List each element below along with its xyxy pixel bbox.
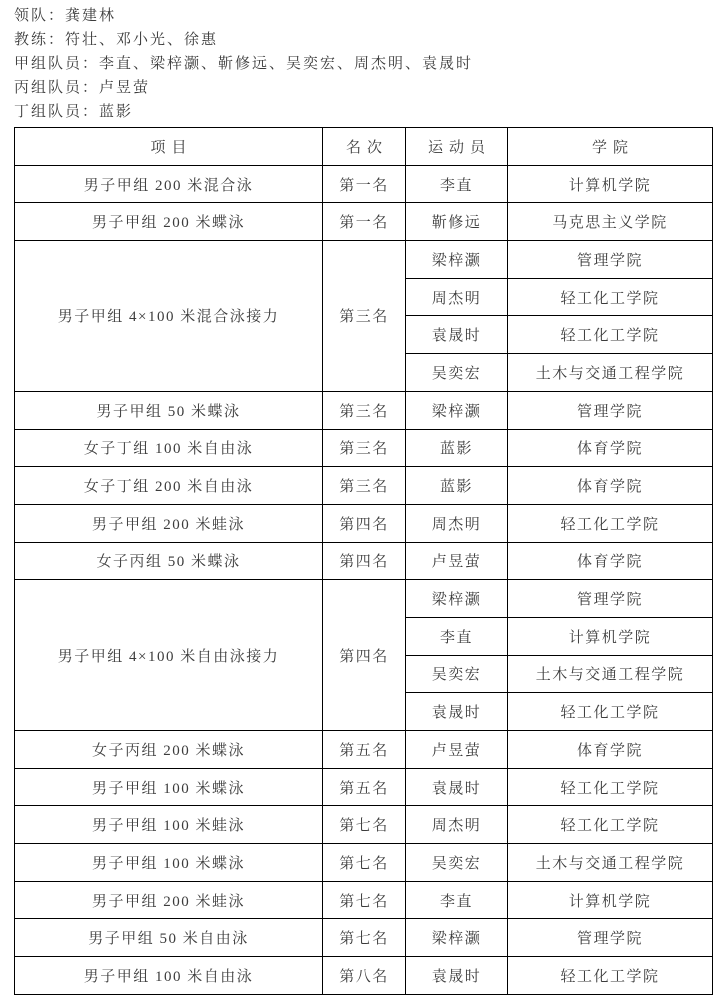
college-cell: 体育学院 xyxy=(508,542,713,580)
college-cell: 土木与交通工程学院 xyxy=(508,844,713,882)
athlete-cell: 李直 xyxy=(406,617,508,655)
rank-cell: 第八名 xyxy=(323,957,406,995)
athlete-cell: 李直 xyxy=(406,881,508,919)
rank-cell: 第五名 xyxy=(323,731,406,769)
college-cell: 轻工化工学院 xyxy=(508,768,713,806)
column-header-rank: 名次 xyxy=(323,128,406,166)
athlete-cell: 梁梓灏 xyxy=(406,391,508,429)
athlete-cell: 李直 xyxy=(406,165,508,203)
rank-cell: 第七名 xyxy=(323,844,406,882)
table-row xyxy=(15,467,713,505)
college-cell: 轻工化工学院 xyxy=(508,504,713,542)
college-cell: 管理学院 xyxy=(508,391,713,429)
event-cell: 男子甲组 200 米蛙泳 xyxy=(15,504,323,542)
rank-cell: 第一名 xyxy=(323,165,406,203)
athlete-cell: 蓝影 xyxy=(406,467,508,505)
event-cell: 男子甲组 4×100 米混合泳接力 xyxy=(15,241,323,392)
table-row xyxy=(15,881,713,919)
athlete-cell: 袁晟时 xyxy=(406,316,508,354)
athlete-cell: 蓝影 xyxy=(406,429,508,467)
college-cell: 体育学院 xyxy=(508,731,713,769)
column-header-event: 项目 xyxy=(15,128,323,166)
table-row xyxy=(15,504,713,542)
college-cell: 轻工化工学院 xyxy=(508,693,713,731)
table-row xyxy=(15,391,713,429)
results-table-body xyxy=(15,165,713,994)
athlete-cell: 梁梓灏 xyxy=(406,919,508,957)
group-d-members-line: 丁组队员：蓝影 xyxy=(14,104,134,120)
college-cell: 轻工化工学院 xyxy=(508,806,713,844)
event-cell: 女子丁组 100 米自由泳 xyxy=(15,429,323,467)
athlete-cell: 周杰明 xyxy=(406,806,508,844)
table-row xyxy=(15,580,713,618)
table-row xyxy=(15,165,713,203)
rank-cell: 第四名 xyxy=(323,504,406,542)
event-cell: 女子丙组 50 米蝶泳 xyxy=(15,542,323,580)
athlete-cell: 周杰明 xyxy=(406,278,508,316)
college-cell: 计算机学院 xyxy=(508,881,713,919)
college-cell: 土木与交通工程学院 xyxy=(508,354,713,392)
rank-cell: 第三名 xyxy=(323,391,406,429)
athlete-cell: 梁梓灏 xyxy=(406,580,508,618)
rank-cell: 第一名 xyxy=(323,203,406,241)
college-cell: 马克思主义学院 xyxy=(508,203,713,241)
rank-cell: 第五名 xyxy=(323,768,406,806)
athlete-cell: 吴奕宏 xyxy=(406,655,508,693)
college-cell: 体育学院 xyxy=(508,467,713,505)
team-info-block xyxy=(14,4,712,124)
event-cell: 男子甲组 100 米自由泳 xyxy=(15,957,323,995)
table-row xyxy=(15,768,713,806)
event-cell: 女子丙组 200 米蝶泳 xyxy=(15,731,323,769)
table-row xyxy=(15,203,713,241)
rank-cell: 第三名 xyxy=(323,467,406,505)
event-cell: 男子甲组 50 米自由泳 xyxy=(15,919,323,957)
column-header-athlete: 运动员 xyxy=(406,128,508,166)
event-cell: 男子甲组 4×100 米自由泳接力 xyxy=(15,580,323,731)
table-row xyxy=(15,241,713,279)
rank-cell: 第四名 xyxy=(323,580,406,731)
college-cell: 土木与交通工程学院 xyxy=(508,655,713,693)
event-cell: 男子甲组 50 米蝶泳 xyxy=(15,391,323,429)
table-row xyxy=(15,542,713,580)
college-cell: 轻工化工学院 xyxy=(508,278,713,316)
group-c-members-line: 丙组队员：卢昱萤 xyxy=(14,80,151,96)
athlete-cell: 吴奕宏 xyxy=(406,844,508,882)
college-cell: 管理学院 xyxy=(508,241,713,279)
rank-cell: 第七名 xyxy=(323,881,406,919)
athlete-cell: 卢昱萤 xyxy=(406,731,508,769)
rank-cell: 第三名 xyxy=(323,241,406,392)
athlete-cell: 袁晟时 xyxy=(406,693,508,731)
event-cell: 男子甲组 100 米蛙泳 xyxy=(15,806,323,844)
athlete-cell: 袁晟时 xyxy=(406,768,508,806)
college-cell: 轻工化工学院 xyxy=(508,316,713,354)
college-cell: 管理学院 xyxy=(508,580,713,618)
event-cell: 男子甲组 100 米蝶泳 xyxy=(15,768,323,806)
table-header-row xyxy=(15,128,713,166)
rank-cell: 第四名 xyxy=(323,542,406,580)
table-row xyxy=(15,806,713,844)
event-cell: 男子甲组 200 米蝶泳 xyxy=(15,203,323,241)
college-cell: 计算机学院 xyxy=(508,617,713,655)
event-cell: 男子甲组 200 米混合泳 xyxy=(15,165,323,203)
table-row xyxy=(15,957,713,995)
athlete-cell: 梁梓灏 xyxy=(406,241,508,279)
column-header-college: 学院 xyxy=(508,128,713,166)
college-cell: 体育学院 xyxy=(508,429,713,467)
event-cell: 男子甲组 200 米蛙泳 xyxy=(15,881,323,919)
table-row xyxy=(15,429,713,467)
event-cell: 男子甲组 100 米蝶泳 xyxy=(15,844,323,882)
athlete-cell: 靳修远 xyxy=(406,203,508,241)
college-cell: 计算机学院 xyxy=(508,165,713,203)
coaches-line: 教练：符壮、邓小光、徐惠 xyxy=(14,32,219,48)
results-table xyxy=(14,127,713,995)
event-cell: 女子丁组 200 米自由泳 xyxy=(15,467,323,505)
rank-cell: 第七名 xyxy=(323,919,406,957)
athlete-cell: 吴奕宏 xyxy=(406,354,508,392)
table-row xyxy=(15,919,713,957)
rank-cell: 第七名 xyxy=(323,806,406,844)
rank-cell: 第三名 xyxy=(323,429,406,467)
college-cell: 管理学院 xyxy=(508,919,713,957)
athlete-cell: 卢昱萤 xyxy=(406,542,508,580)
athlete-cell: 周杰明 xyxy=(406,504,508,542)
table-row xyxy=(15,844,713,882)
college-cell: 轻工化工学院 xyxy=(508,957,713,995)
table-row xyxy=(15,731,713,769)
team-leader-line: 领队：龚建林 xyxy=(14,8,117,24)
athlete-cell: 袁晟时 xyxy=(406,957,508,995)
group-a-members-line: 甲组队员：李直、梁梓灏、靳修远、吴奕宏、周杰明、袁晟时 xyxy=(14,56,474,72)
